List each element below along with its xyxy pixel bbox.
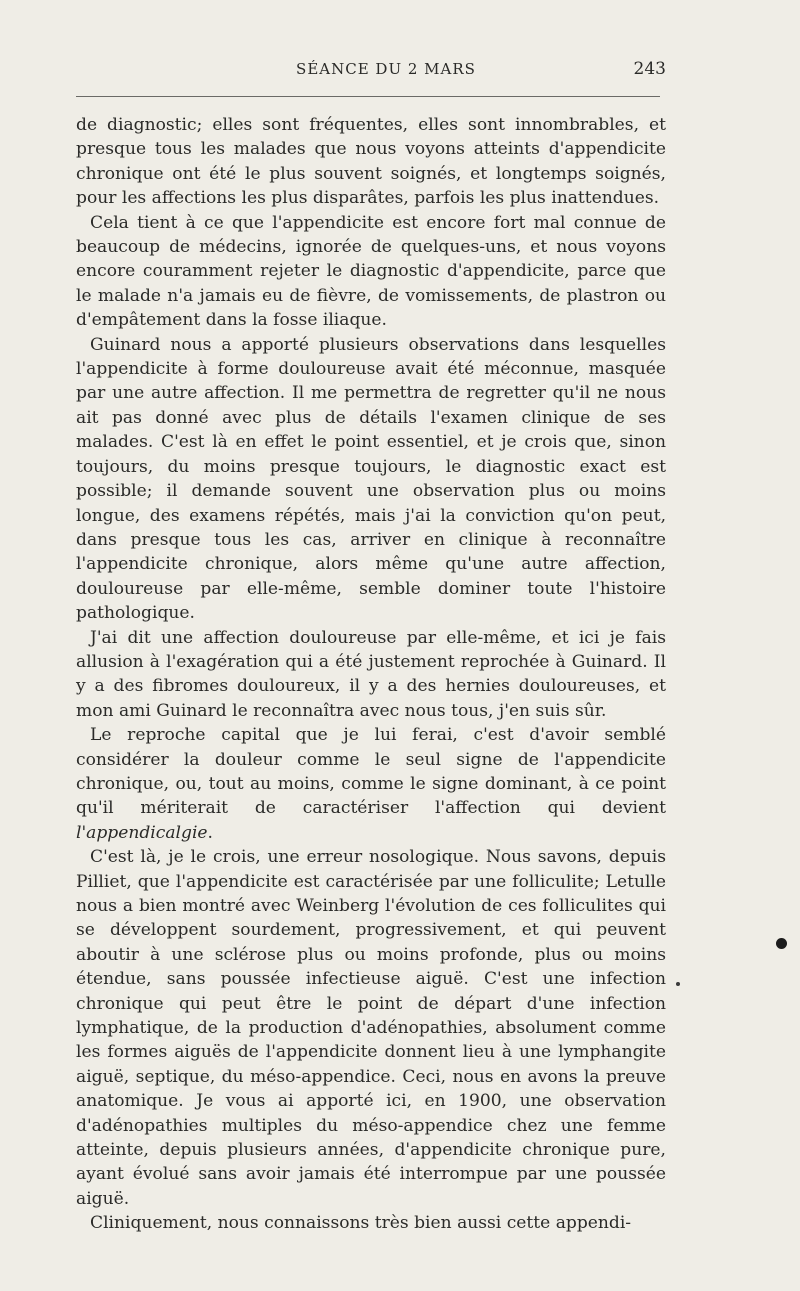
running-title: SÉANCE DU 2 MARS (296, 60, 476, 78)
page-header (76, 60, 666, 84)
italic-term: l'appendicalgie (76, 822, 208, 843)
ink-spot (676, 982, 680, 986)
paragraph: Cliniquement, nous connaissons très bien aussi cette appendi- (90, 1213, 632, 1234)
ink-dot (776, 938, 787, 949)
paragraph-end: . (207, 822, 213, 843)
paragraph: J'ai dit une affection douloureuse par elle-même, et ici je fais allusion à l'exagération qui a été justement reprochée à Guinard. Il y a des fibromes douloureux, il y a des hernies douloureuses, et mon ami Guinard le reconnaîtra avec nous tous, j'en suis sûr. (76, 627, 666, 721)
paragraph: Guinard nous a apporté plusieurs observations dans lesquelles l'appendicite à forme douloureuse avait été méconnue, masquée par une autre affection. Il me permettra de regretter qu'il ne nous ait pas donné avec plus de détails l'examen clinique de ses malades. C'est là en effet le point essentiel, et je crois que, sinon toujours, du moins presque toujours, le diagnostic exact est possible; il demande souvent une observation plus ou moins longue, des examens répétés, mais j'ai la conviction qu'on peut, dans presque tous les cas, arriver en clinique à reconnaître l'appendicite chronique, alors même qu'une autre affection, douloureuse par elle-même, semble dominer toute l'histoire pathologique. (76, 334, 666, 624)
page-number: 243 (633, 59, 666, 79)
paragraph (76, 723, 666, 845)
paragraph: C'est là, je le crois, une erreur nosologique. Nous savons, depuis Pilliet, que l'appendicite est caractérisée par une folliculite; Letulle nous a bien montré avec Weinberg l'évolution de ces folliculites qui se développent sourdement, progressivement, et qui peuvent aboutir à une sclérose plus ou moins profonde, plus ou moins étendue, sans poussée infectieuse aiguë. C'est une infection chronique qui peut être le point de départ d'une infection lymphatique, de la production d'adénopathies, absolument comme les formes aiguës de l'appendicite donnent lieu à une lymphangite aiguë, septique, du méso-appendice. Ceci, nous en avons la preuve anatomique. Je vous ai apporté ici, en 1900, une observation d'adénopathies multiples du méso-appendice chez une femme atteinte, depuis plusieurs années, d'appendicite chronique pure, ayant évolué sans avoir jamais été interrompue par une poussée aiguë. (76, 847, 666, 1209)
paragraph: de diagnostic; elles sont fréquentes, elles sont innombrables, et presque tous les malades que nous voyons atteints d'appendicite chronique ont été le plus souvent soignés, et longtemps soignés, pour les affections les plus disparâtes, parfois les plus inattendues. (76, 115, 666, 209)
body-text (76, 113, 666, 1236)
paragraph-text: Le reproche capital que je lui ferai, c'est d'avoir semblé considérer la douleur comme le seul signe de l'appendicite chronique, ou, tout au moins, comme le signe dominant, à ce point qu'il mériterait de caractériser l'affection qui devient (76, 725, 666, 819)
paragraph: Cela tient à ce que l'appendicite est encore fort mal connue de beaucoup de médecins, ignorée de quelques-uns, et nous voyons encore couramment rejeter le diagnostic d'appendicite, parce que le malade n'a jamais eu de fièvre, de vomissements, de plastron ou d'empâtement dans la fosse iliaque. (76, 212, 666, 331)
header-rule (76, 96, 660, 97)
